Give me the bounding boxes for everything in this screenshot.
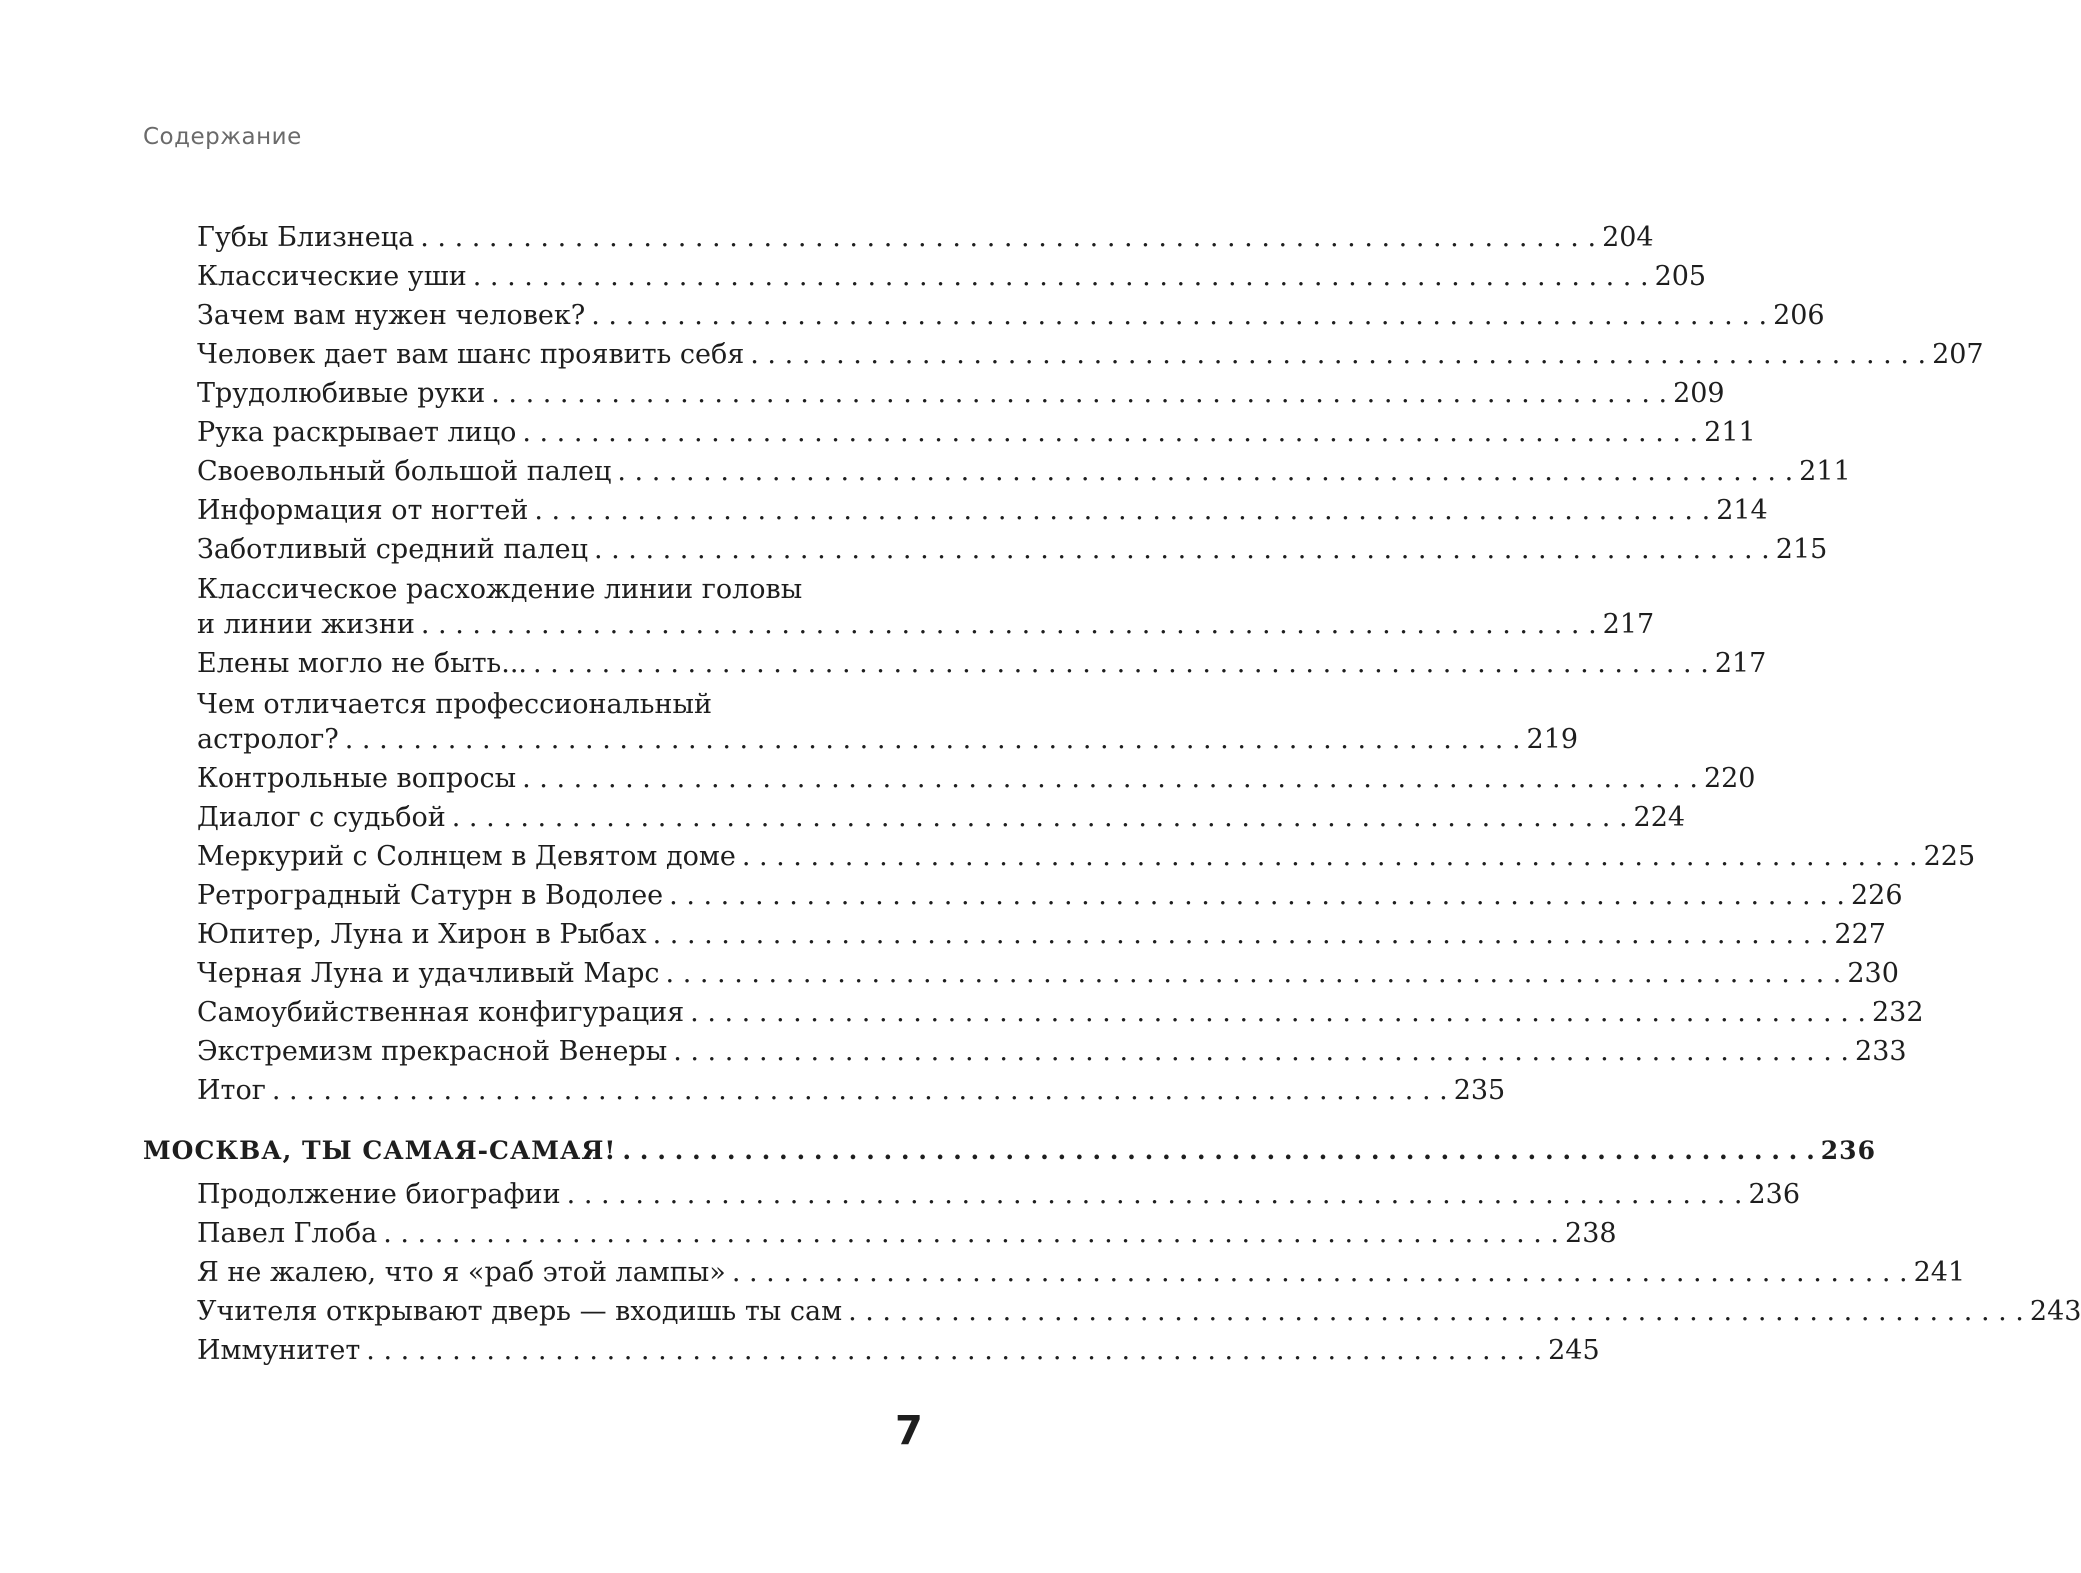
toc-entry bbox=[197, 1295, 2081, 1329]
toc-leader: . . . . . . . . . . . . . . . . . . . . . . . . . . . . . . . . . . . . . . . . . . . . . . . . . . . . . . . . . . . . . . . . . . . . . bbox=[741, 841, 1918, 872]
toc-entry-page: 215 bbox=[1775, 534, 1828, 565]
toc-entry-title: Черная Луна и удачливый Марс bbox=[197, 958, 660, 989]
toc-entry-page: 211 bbox=[1799, 456, 1851, 487]
toc-leader: . . . . . . . . . . . . . . . . . . . . . . . . . . . . . . . . . . . . . . . . . . . . . . . . . . . . . . . . . . . . . . . . . . . . . bbox=[690, 997, 1866, 1028]
toc-leader: . . . . . . . . . . . . . . . . . . . . . . . . . . . . . . . . . . . . . . . . . . . . . . . . . . . . . . . . . . . . . . . . . . . . . bbox=[271, 1075, 1448, 1106]
toc-entry-page: 220 bbox=[1703, 763, 1756, 794]
toc-leader: . . . . . . . . . . . . . . . . . . . . . . . . . . . . . . . . . . . . . . . . . . . . . . . . . . . . . . . . . . . . . . . . . . . . . bbox=[848, 1296, 2024, 1327]
toc-entry-title: Ретроградный Сатурн в Водолее bbox=[197, 880, 664, 911]
toc-entry-title: Итог bbox=[197, 1075, 266, 1106]
toc-leader: . . . . . . . . . . . . . . . . . . . . . . . . . . . . . . . . . . . . . . . . . . . . . . . . . . . . . . . . . . . . . . . . . . . . . bbox=[593, 534, 1770, 565]
toc-entry-title-line1: Классическое расхождение линии головы bbox=[197, 574, 803, 605]
toc-leader: . . . . . . . . . . . . . . . . . . . . . . . . . . . . . . . . . . . . . . . . . . . . . . . . . . . . . . . . . . . . . . . . . . . . . bbox=[673, 1036, 1850, 1067]
toc-leader: . . . . . . . . . . . . . . . . . . . . . . . . . . . . . . . . . . . . . . . . . . . . . . . . . . . . . . . . . . . . . . . . . . . . . bbox=[383, 1218, 1560, 1249]
toc-leader: . . . . . . . . . . . . . . . . . . . . . . . . . . . . . . . . . . . . . . . . . . . . . . . . . . . . . . . . . . . . . . . . . . . . . bbox=[731, 1257, 1908, 1288]
toc-leader: . . . . . . . . . . . . . . . . . . . . . . . . . . . . . . . . . . . . . . . . . . . . . . . . . . . . . . . . . . . . . . . . . . . . . bbox=[472, 261, 1649, 292]
toc-entry-page: 205 bbox=[1654, 261, 1707, 292]
toc-entry bbox=[197, 879, 1903, 913]
toc-entry bbox=[197, 455, 1851, 489]
toc-entry bbox=[197, 762, 1756, 796]
toc-entry-page: 241 bbox=[1913, 1257, 1966, 1288]
toc-entry bbox=[197, 723, 1579, 757]
toc-leader: . . . . . . . . . . . . . . . . . . . . . . . . . . . . . . . . . . . . . . . . . . . . . . . . . . . . . . . . . . . . . . . . . . . . . bbox=[491, 378, 1668, 409]
toc-entry-page: 209 bbox=[1673, 378, 1725, 409]
toc-entry-title: Самоубийственная конфигурация bbox=[197, 997, 685, 1028]
toc-entry-page: 230 bbox=[1847, 958, 1899, 989]
toc-entry-page: 207 bbox=[1932, 339, 1984, 370]
toc-section bbox=[143, 1134, 1876, 1168]
toc-entry-title: Павел Глоба bbox=[197, 1218, 378, 1249]
toc-entry bbox=[197, 918, 1886, 952]
toc-entry-page: 227 bbox=[1834, 919, 1886, 950]
toc-entry-title-line1: Чем отличается профессиональный bbox=[197, 689, 712, 720]
toc-entry-title: Продолжение биографии bbox=[197, 1179, 561, 1210]
toc-entry-title: Иммунитет bbox=[197, 1335, 361, 1366]
toc-entry bbox=[197, 338, 1984, 372]
toc-leader: . . . . . . . . . . . . . . . . . . . . . . . . . . . . . . . . . . . . . . . . . . . . . . . . . . . . . . . . . . . . . . . . . . . . . bbox=[420, 222, 1597, 253]
toc-entry-title: Зачем вам нужен человек? bbox=[197, 300, 586, 331]
toc-leader: . . . . . . . . . . . . . . . . . . . . . . . . . . . . . . . . . . . . . . . . . . . . . . . . . . . . . . . . . . . . . . . . . . . . . bbox=[366, 1335, 1543, 1366]
toc-leader: . . . . . . . . . . . . . . . . . . . . . . . . . . . . . . . . . . . . . . . . . . . . . . . . . . . . . . . . . . . . . . . . . . . . . bbox=[750, 339, 1927, 370]
toc-entry-page: 232 bbox=[1871, 997, 1924, 1028]
toc-entry-title: Диалог с судьбой bbox=[197, 802, 446, 833]
toc-entry-title: Информация от ногтей bbox=[197, 495, 529, 526]
toc-leader: . . . . . . . . . . . . . . . . . . . . . . . . . . . . . . . . . . . . . . . . . . . . . . . . . . . . . . . . . . . . . . . . . . . . . bbox=[522, 417, 1699, 448]
toc-entry-title: Трудолюбивые руки bbox=[197, 378, 486, 409]
toc-leader: . . . . . . . . . . . . . . . . . . . . . . . . . . . . . . . . . . . . . . . . . . . . . . . . . . . . . . . . . . . . . . . . . . . . . bbox=[665, 958, 1842, 989]
toc-entry bbox=[197, 1178, 1801, 1212]
toc-entry bbox=[197, 377, 1725, 411]
toc-entry bbox=[197, 1035, 1907, 1069]
toc-entry bbox=[197, 840, 1976, 874]
toc-entry-page: 226 bbox=[1850, 880, 1903, 911]
toc-leader: . . . . . . . . . . . . . . . . . . . . . . . . . . . . . . . . . . . . . . . . . . . . . . . . . . . . . . . . . . . . . . . . . . . . . bbox=[451, 802, 1628, 833]
toc-entry-title: Классические уши bbox=[197, 261, 467, 292]
toc-entry bbox=[197, 494, 1768, 528]
toc-entry-page: 243 bbox=[2029, 1296, 2081, 1327]
toc-entry-title: астролог? bbox=[197, 724, 339, 755]
toc-entry-title: Губы Близнеца bbox=[197, 222, 415, 253]
toc-entry-title: Своевольный большой палец bbox=[197, 456, 612, 487]
toc-entry-title: Экстремизм прекрасной Венеры bbox=[197, 1036, 668, 1067]
toc-entry-title: Человек дает вам шанс проявить себя bbox=[197, 339, 745, 370]
toc-entry-page: 236 bbox=[1748, 1179, 1801, 1210]
running-head: Содержание bbox=[143, 124, 302, 150]
toc-section-title: МОСКВА, ТЫ САМАЯ-САМАЯ! bbox=[143, 1136, 617, 1165]
toc-leader: . . . . . . . . . . . . . . . . . . . . . . . . . . . . . . . . . . . . . . . . . . . . . . . . . . . . . . . . . . . . . . . . . . . . . bbox=[533, 648, 1709, 679]
toc-entry bbox=[197, 1334, 1600, 1368]
toc-entry-page: 206 bbox=[1773, 300, 1825, 331]
toc-leader: . . . . . . . . . . . . . . . . . . . . . . . . . . . . . . . . . . . . . . . . . . . . . . . . . . . . . . . . . . . . . . . . . . . . . bbox=[344, 724, 1521, 755]
toc-section-page: 236 bbox=[1820, 1136, 1876, 1165]
toc-entry bbox=[197, 1074, 1506, 1108]
toc-entry-page: 214 bbox=[1716, 495, 1768, 526]
toc-entry-title: Юпитер, Луна и Хирон в Рыбах bbox=[197, 919, 647, 950]
toc-entry-title: Меркурий с Солнцем в Девятом доме bbox=[197, 841, 736, 872]
toc-entry bbox=[197, 1256, 1966, 1290]
toc-leader: . . . . . . . . . . . . . . . . . . . . . . . . . . . . . . . . . . . . . . . . . . . . . . . . . . . . . . . . . . . . . . . . . . . . . bbox=[522, 763, 1698, 794]
page-number: 7 bbox=[895, 1408, 923, 1454]
toc-leader: . . . . . . . . . . . . . . . . . . . . . . . . . . . . . . . . . . . . . . . . . . . . . . . . . . . . . . . . . . . . . . . . . . . . . bbox=[591, 300, 1768, 331]
toc-entry-title: Контрольные вопросы bbox=[197, 763, 517, 794]
toc-entry bbox=[197, 299, 1825, 333]
toc-entry-page: 245 bbox=[1548, 1335, 1600, 1366]
toc-entry bbox=[197, 996, 1924, 1030]
toc-leader: . . . . . . . . . . . . . . . . . . . . . . . . . . . . . . . . . . . . . . . . . . . . . . . . . . . . . . . . . . . . . . . . . . . . . bbox=[420, 609, 1597, 640]
toc-leader: . . . . . . . . . . . . . . . . . . . . . . . . . . . . . . . . . . . . . . . . . . . . . . . . . . . . . . . . . . . . . . . . . . . . . bbox=[566, 1179, 1743, 1210]
toc-entry-page: 224 bbox=[1633, 802, 1686, 833]
toc-entry-page: 204 bbox=[1602, 222, 1654, 253]
toc-entry-page: 233 bbox=[1855, 1036, 1907, 1067]
toc-entry bbox=[197, 957, 1899, 991]
toc-entry bbox=[197, 416, 1756, 450]
toc-entry-page: 235 bbox=[1453, 1075, 1506, 1106]
toc-entry-title: Елены могло не быть... bbox=[197, 648, 527, 679]
toc-leader: . . . . . . . . . . . . . . . . . . . . . . . . . . . . . . . . . . . . . . . . . . . . . . . . . . . . . . . . . . . . . . . . . . . . . bbox=[534, 495, 1711, 526]
toc-leader: . . . . . . . . . . . . . . . . . . . . . . . . . . . . . . . . . . . . . . . . . . . . . . . . . . . . . . . . . . . . . . . . . . . . . bbox=[617, 456, 1794, 487]
toc-entry bbox=[197, 221, 1654, 255]
toc-entry bbox=[197, 608, 1655, 642]
toc-entry-page: 217 bbox=[1602, 609, 1655, 640]
toc-leader: . . . . . . . . . . . . . . . . . . . . . . . . . . . . . . . . . . . . . . . . . . . . . . . . . . . . . . . . . . . . . . . . . . . . . bbox=[669, 880, 1845, 911]
toc-entry bbox=[197, 647, 1767, 681]
toc-leader: . . . . . . . . . . . . . . . . . . . . . . . . . . . . . . . . . . . . . . . . . . . . . . . . . . . . . . . . . . . . . . . . . . . . . bbox=[622, 1136, 1815, 1165]
toc-entry bbox=[197, 533, 1828, 567]
toc-entry-page: 225 bbox=[1923, 841, 1976, 872]
toc-entry bbox=[197, 801, 1686, 835]
toc-entry-page: 238 bbox=[1565, 1218, 1617, 1249]
toc-entry-page: 211 bbox=[1704, 417, 1756, 448]
toc-entry-title: Я не жалею, что я «раб этой лампы» bbox=[197, 1257, 726, 1288]
toc-entry-title: и линии жизни bbox=[197, 609, 415, 640]
toc-entry bbox=[197, 1217, 1617, 1251]
toc-entry-title: Рука раскрывает лицо bbox=[197, 417, 517, 448]
toc-entry-title: Учителя открывают дверь — входишь ты сам bbox=[197, 1296, 843, 1327]
toc-entry-page: 217 bbox=[1714, 648, 1767, 679]
toc-leader: . . . . . . . . . . . . . . . . . . . . . . . . . . . . . . . . . . . . . . . . . . . . . . . . . . . . . . . . . . . . . . . . . . . . . bbox=[652, 919, 1829, 950]
toc-entry bbox=[197, 260, 1707, 294]
toc-entry-page: 219 bbox=[1526, 724, 1579, 755]
toc-entry-title: Заботливый средний палец bbox=[197, 534, 588, 565]
